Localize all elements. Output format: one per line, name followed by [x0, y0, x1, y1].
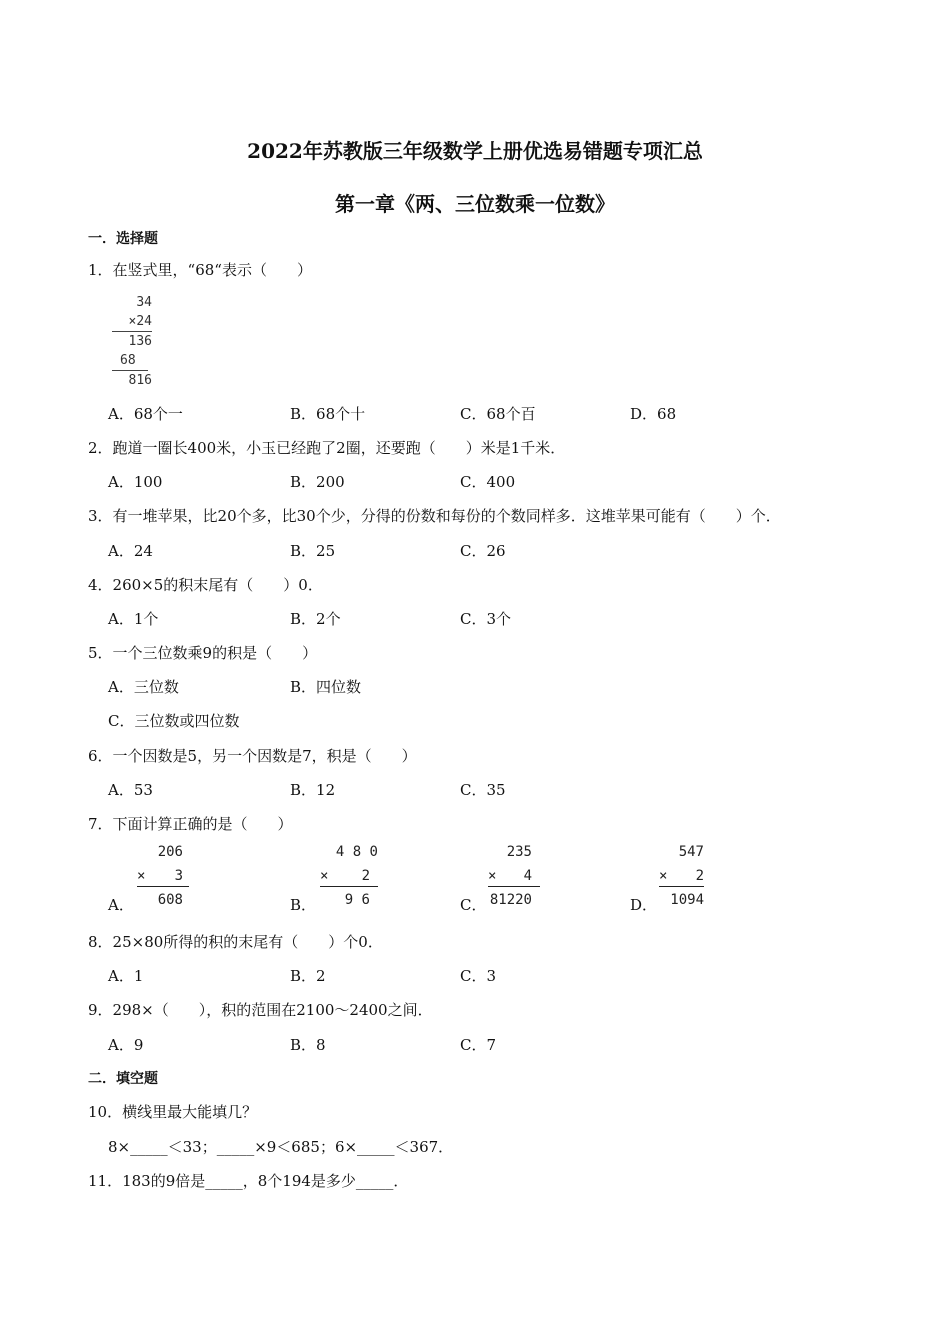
- calc-top: 547: [678, 844, 704, 860]
- option-a[interactable]: A．9: [108, 1036, 144, 1054]
- option-b[interactable]: B．68个十: [290, 405, 366, 423]
- question-3-options: [108, 540, 828, 562]
- calc-result: 1094: [670, 892, 704, 908]
- question-9-options: [108, 1034, 828, 1056]
- times-symbol: ×: [488, 868, 497, 884]
- question-5-text: 5．一个三位数乘9的积是（ ）: [88, 644, 318, 662]
- question-5-options: [108, 676, 828, 698]
- times-symbol: ×: [137, 868, 146, 884]
- calc-top: 235: [506, 844, 532, 860]
- option-c[interactable]: C．35: [460, 781, 506, 799]
- question-8-options: [108, 965, 828, 987]
- calc-multiplier-row: [488, 866, 540, 887]
- option-a[interactable]: A．1个: [108, 610, 159, 628]
- question-4-text: 4．260×5的积末尾有（ ）0．: [88, 576, 323, 594]
- question-5-options-row2: [108, 710, 828, 732]
- calc-top: 4 8 0: [335, 844, 378, 860]
- section-heading-fill: 二．填空题: [88, 1071, 158, 1087]
- option-d[interactable]: D．68: [630, 405, 677, 423]
- question-3-text: 3．有一堆苹果，比20个多，比30个少，分得的份数和每份的个数同样多．这堆苹果可能有（ ）个．: [88, 507, 781, 525]
- question-1-text: 1．在竖式里，“68“表示（ ）: [88, 261, 312, 279]
- option-b[interactable]: B．12: [290, 781, 336, 799]
- option-c[interactable]: C．3个: [460, 610, 512, 628]
- calculation-a: [137, 838, 189, 913]
- page-title: 2022年苏教版三年级数学上册优选易错题专项汇总: [247, 139, 703, 163]
- option-c[interactable]: C．68个百: [460, 405, 536, 423]
- question-1-options: [108, 403, 828, 425]
- question-9-text: 9．298×（ ），积的范围在2100～2400之间．: [88, 1001, 433, 1019]
- calc-multiplier: 2: [695, 868, 704, 884]
- option-b[interactable]: B．200: [290, 473, 345, 491]
- option-c[interactable]: C．三位数或四位数: [108, 712, 240, 730]
- vertical-line: ×24: [112, 312, 152, 332]
- calculation-d: [659, 838, 704, 913]
- calculation-c: [488, 838, 540, 913]
- option-c[interactable]: C．400: [460, 473, 516, 491]
- option-a[interactable]: A．100: [108, 473, 163, 491]
- vertical-line: 816: [128, 373, 152, 388]
- option-a[interactable]: A．68个一: [108, 405, 183, 423]
- question-6-options: [108, 779, 828, 801]
- calc-multiplier: 4: [523, 868, 532, 884]
- question-4-options: [108, 608, 828, 630]
- option-a[interactable]: A．53: [108, 781, 153, 799]
- question-8-text: 8．25×80所得的积的末尾有（ ）个0．: [88, 933, 383, 951]
- option-a[interactable]: A．24: [108, 542, 153, 560]
- section-heading-choice: 一．选择题: [88, 231, 158, 247]
- vertical-line-highlight: 68: [112, 351, 148, 371]
- calc-result: 81220: [489, 892, 532, 908]
- calc-top: 206: [157, 844, 183, 860]
- option-c[interactable]: C．7: [460, 1036, 497, 1054]
- option-a[interactable]: A．1: [108, 967, 144, 985]
- calc-multiplier-row: [320, 866, 378, 887]
- question-2-text: 2．跑道一圈长400米，小玉已经跑了2圈，还要跑（ ）米是1千米．: [88, 439, 566, 457]
- option-d-label[interactable]: D．: [630, 896, 658, 914]
- vertical-multiplication-figure: [112, 293, 152, 390]
- calc-result: 9 6: [344, 892, 370, 908]
- vertical-line: 136: [128, 334, 152, 349]
- calc-multiplier-row: [137, 866, 189, 887]
- option-b[interactable]: B．2: [290, 967, 326, 985]
- option-b-label[interactable]: B．: [290, 896, 317, 914]
- option-a-label[interactable]: A．: [108, 896, 134, 914]
- chapter-title: 第一章《两、三位数乘一位数》: [335, 192, 615, 216]
- calculation-b: [320, 838, 378, 913]
- question-10-blanks[interactable]: 8×_____＜33；_____×9＜685；6×_____＜367．: [108, 1138, 454, 1156]
- option-c[interactable]: C．3: [460, 967, 497, 985]
- question-7-text: 7．下面计算正确的是（ ）: [88, 815, 293, 833]
- calc-result: 608: [157, 892, 183, 908]
- option-b[interactable]: B．8: [290, 1036, 326, 1054]
- question-2-options: [108, 471, 828, 493]
- calc-multiplier: 3: [174, 868, 183, 884]
- question-10-text: 10．横线里最大能填几？: [88, 1103, 258, 1121]
- option-b[interactable]: B．四位数: [290, 678, 362, 696]
- option-b[interactable]: B．2个: [290, 610, 341, 628]
- question-7-labels: [108, 894, 828, 916]
- times-symbol: ×: [659, 868, 668, 884]
- calc-multiplier: 2: [361, 868, 370, 884]
- option-b[interactable]: B．25: [290, 542, 336, 560]
- vertical-line: 34: [136, 295, 152, 310]
- calc-multiplier-row: [659, 866, 704, 887]
- option-c[interactable]: C．26: [460, 542, 506, 560]
- option-c-label[interactable]: C．: [460, 896, 487, 914]
- question-6-text: 6．一个因数是5，另一个因数是7，积是（ ）: [88, 747, 417, 765]
- times-symbol: ×: [320, 868, 329, 884]
- option-a[interactable]: A．三位数: [108, 678, 179, 696]
- question-11-text[interactable]: 11．183的9倍是_____，8个194是多少_____．: [88, 1172, 409, 1190]
